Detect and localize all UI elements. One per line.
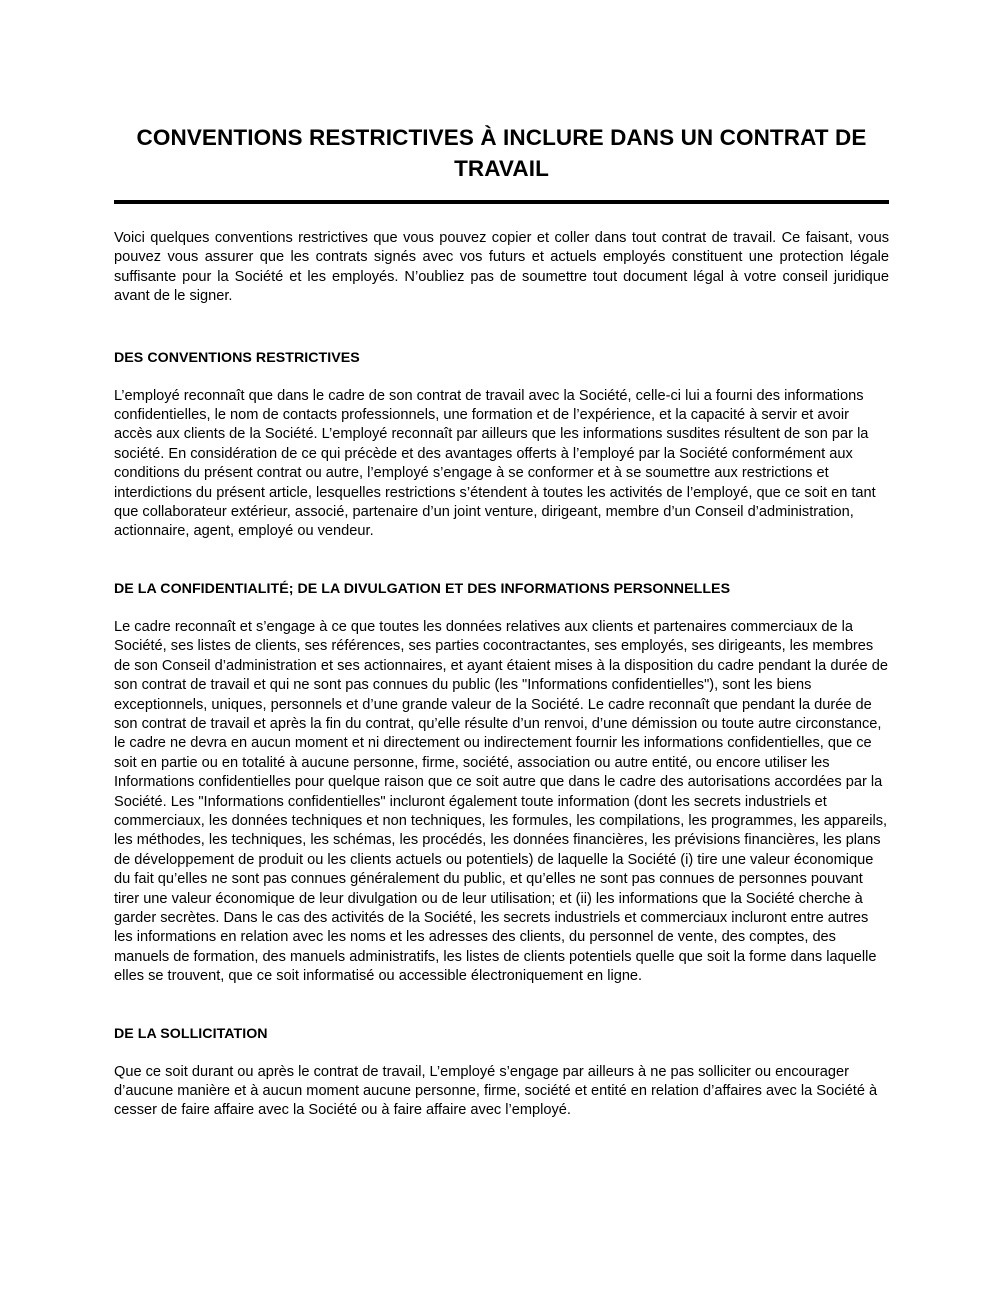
spacer bbox=[114, 542, 889, 580]
section-body: Le cadre reconnaît et s’engage à ce que toutes les données relatives aux clients et partenaires commerciaux de la Société, ses listes de clients, ses références, ses parties cocontractantes, ses employés, ses dirigeants, les membres de son Conseil d’administration et ses actionnaires, et ayant étaient mises à la disposition du cadre pendant la durée de son contrat de travail et qui ne sont pas connues du public (les "Informations confidentielles"), sont les biens exceptionnels, uniques, personnels et d’une grande valeur de la Société. Le cadre reconnaît que pendant la durée de son contrat de travail et après la fin du contrat, qu’elle résulte d’un renvoi, d’une démission ou toute autre circonstance, le cadre ne devra en aucun moment et ni directement ou indirectement fournir les informations confidentielles, que ce soit en partie ou en totalité à aucune personne, firme, société, association ou autre entité, ou encore utiliser les Informations confidentielles pour quelque raison que ce soit autre que dans le cadre des autorisations accordées par la Société. Les "Informations confidentielles" incluront également toute information (dont les secrets industriels et commerciaux, les données techniques et non techniques, les formules, les compilations, les programmes, les appareils, les méthodes, les techniques, les schémas, les procédés, les données financières, les prévisions financières, les plans de développement de produit ou les clients actuels ou potentiels) de laquelle la Société (i) tire une valeur économique du fait qu’elles ne sont pas connues généralement du public, et qu’elles ne sont pas connues de personnes pouvant tirer une valeur économique de leur divulgation ou de leur utilisation; et (ii) les informations que la Société cherche à garder secrètes. Dans le cas des activités de la Société, les secrets industriels et commerciaux incluront entre autres les informations en relation avec les noms et les adresses des clients, du personnel de vente, des comptes, des manuels de formation, des manuels administratifs, les listes de clients potentiels quelle que soit la forme dans laquelle elles se trouvent, que ce soit informatisé ou accessible électroniquement en ligne. bbox=[114, 618, 893, 985]
section-heading: DES CONVENTIONS RESTRICTIVES bbox=[114, 349, 360, 366]
spacer bbox=[114, 1044, 889, 1063]
section-de-la-confidentialite bbox=[114, 580, 893, 987]
page-title: CONVENTIONS RESTRICTIVES À INCLURE DANS UN CONTRAT DE TRAVAIL bbox=[136, 125, 867, 181]
spacer bbox=[114, 368, 889, 387]
section-heading: DE LA CONFIDENTIALITÉ; DE LA DIVULGATION ET DES INFORMATIONS PERSONNELLES bbox=[114, 580, 731, 597]
section-body: L’employé reconnaît que dans le cadre de son contrat de travail avec la Société, celle-ci lui a fourni des informations confidentielles, le nom de contacts professionnels, une formation et de l’expérience, et la capacité à servir et avoir accès aux clients de la Société. L’employé reconnaît par ailleurs que les informations susdites résultent de son par la société. En considération de ce qui précède et des avantages offerts à l’employé par la Société conformément aux conditions du présent contrat ou autre, l’employé s’engage à se conformer et à se soumettre aux restrictions et interdictions du présent article, lesquelles restrictions s’étendent à toutes les activités de l’employé, que ce soit en tant que collaborateur extérieur, associé, partenaire d’un joint venture, dirigeant, membre d’un Conseil d’administration, actionnaire, agent, employé ou vendeur. bbox=[114, 387, 880, 540]
section-des-conventions-restrictives bbox=[114, 349, 889, 542]
intro-paragraph: Voici quelques conventions restrictives que vous pouvez copier et coller dans tout contrat de travail. Ce faisant, vous pouvez vous assurer que les contrats signés avec vos futurs et actuels employés constituent une protection légale suffisante pour la Société et les employés. N’oubliez pas de soumettre tout document légal à votre conseil juridique avant de le signer. bbox=[114, 230, 889, 305]
section-body: Que ce soit durant ou après le contrat de travail, L’employé s’engage par ailleurs à ne pas solliciter ou encourager d’aucune manière et à aucun moment aucune personne, firme, société et entité en relation d’affaires avec la Société à cesser de faire affaire avec la Société ou à faire affaire avec l’employé. bbox=[114, 1063, 882, 1119]
spacer bbox=[114, 307, 889, 349]
document-content bbox=[114, 0, 893, 1121]
section-de-la-sollicitation bbox=[114, 1025, 889, 1121]
spacer bbox=[114, 599, 889, 618]
section-heading: DE LA SOLLICITATION bbox=[114, 1025, 268, 1042]
spacer bbox=[114, 987, 889, 1025]
